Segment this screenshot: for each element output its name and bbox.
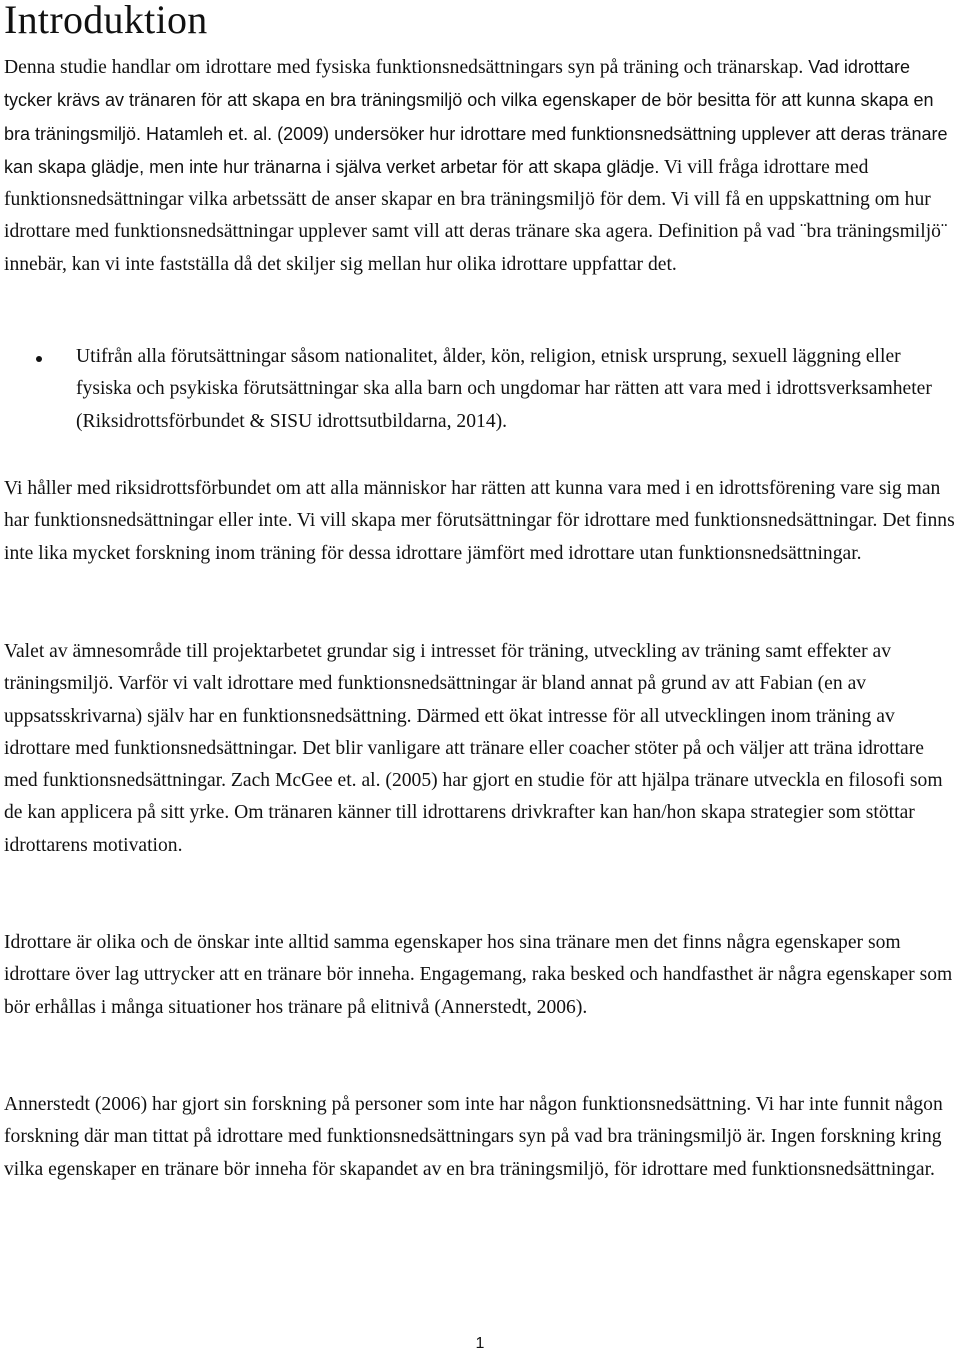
- bullet-text: Utifrån alla förutsättningar såsom nationalitet, ålder, kön, religion, etnisk ursprung, sexuell läggning eller fysiska och psykiska förutsättningar ska alla barn och ungdomar har rätten att vara med i idrottsverksamheter (Riksidrottsförbundet & SISU idrottsutbildarna, 2014).: [76, 346, 932, 432]
- intro-sentence-1: Denna studie handlar om idrottare med fysiska funktionsnedsättningars syn på träning och tränarskap.: [4, 57, 804, 78]
- paragraph-2: Vi håller med riksidrottsförbundet om att alla människor har rätten att kunna vara med i en idrottsförening vare sig man har funktionsnedsättningar eller inte. Vi vill skapa mer förutsättningar för idrottare med funktionsnedsättningar. Det finns inte lika mycket forskning inom träning för dessa idrottare jämfört med idrottare utan funktionsnedsättningar.: [4, 478, 955, 564]
- page-number: 1: [475, 1335, 485, 1352]
- intro-sentence-2: Vad idrottare tycker krävs av tränaren för att skapa en bra träningsmiljö och vilka egenskaper de bör besitta för att kunna skapa en bra träningsmiljö. Hatamleh et. al. (2009) undersöker hur idrottare med funktionsnedsättning upplever att deras tränare kan skapa glädje, men inte hur tränarna i själva verket arbetar för att skapa glädje.: [4, 57, 948, 177]
- paragraph-5: Annerstedt (2006) har gjort sin forskning på personer som inte har någon funktionsnedsättning. Vi har inte funnit någon forskning där man tittat på idrottare med funktionsnedsättningars syn på vad bra träningsmiljö är. Ingen forskning kring vilka egenskaper en tränare bör inneha för skapandet av en bra träningsmiljö, för idrottare med funktionsnedsättningar.: [4, 1094, 943, 1180]
- paragraph-4: Idrottare är olika och de önskar inte alltid samma egenskaper hos sina tränare men det finns några egenskaper som idrottare över lag uttrycker att en tränare bör inneha. Engagemang, raka besked och handfasthet är några egenskaper som bör erhållas i många situationer hos tränare på elitnivå (Annerstedt, 2006).: [4, 932, 953, 1018]
- bullet-icon: [36, 356, 42, 362]
- paragraph-intro: [4, 51, 956, 281]
- page-title: Introduktion: [4, 0, 208, 42]
- paragraph-3: Valet av ämnesområde till projektarbetet grundar sig i intresset för träning, utveckling av träning samt effekter av träningsmiljö. Varför vi valt idrottare med funktionsnedsättningar är bland annat på grund av att Fabian (en av uppsatsskrivarna) själv har en funktionsnedsättning. Därmed ett ökat intresse för all utvecklingen inom träning av idrottare med funktionsnedsättningar. Det blir vanligare att tränare eller coacher stöter på och väljer att träna idrottare med funktionsnedsättningar. Zach McGee et. al. (2005) har gjort en studie för att hjälpa tränare utveckla en filosofi som de kan applicera på sitt yrke. Om tränaren känner till idrottarens drivkrafter kan han/hon skapa strategier som stöttar idrottarens motivation.: [4, 641, 943, 856]
- intro-sentence-3: Vi vill fråga idrottare med funktionsnedsättningar vilka arbetssätt de anser skapar en bra träningsmiljö för dem. Vi vill få en uppskattning om hur idrottare med funktionsnedsättningar upplever samt vill att deras tränare ska agera. Definition på vad ¨bra träningsmiljö¨ innebär, kan vi inte fastställa då det skiljer sig mellan hur olika idrottare uppfattar det.: [4, 156, 948, 275]
